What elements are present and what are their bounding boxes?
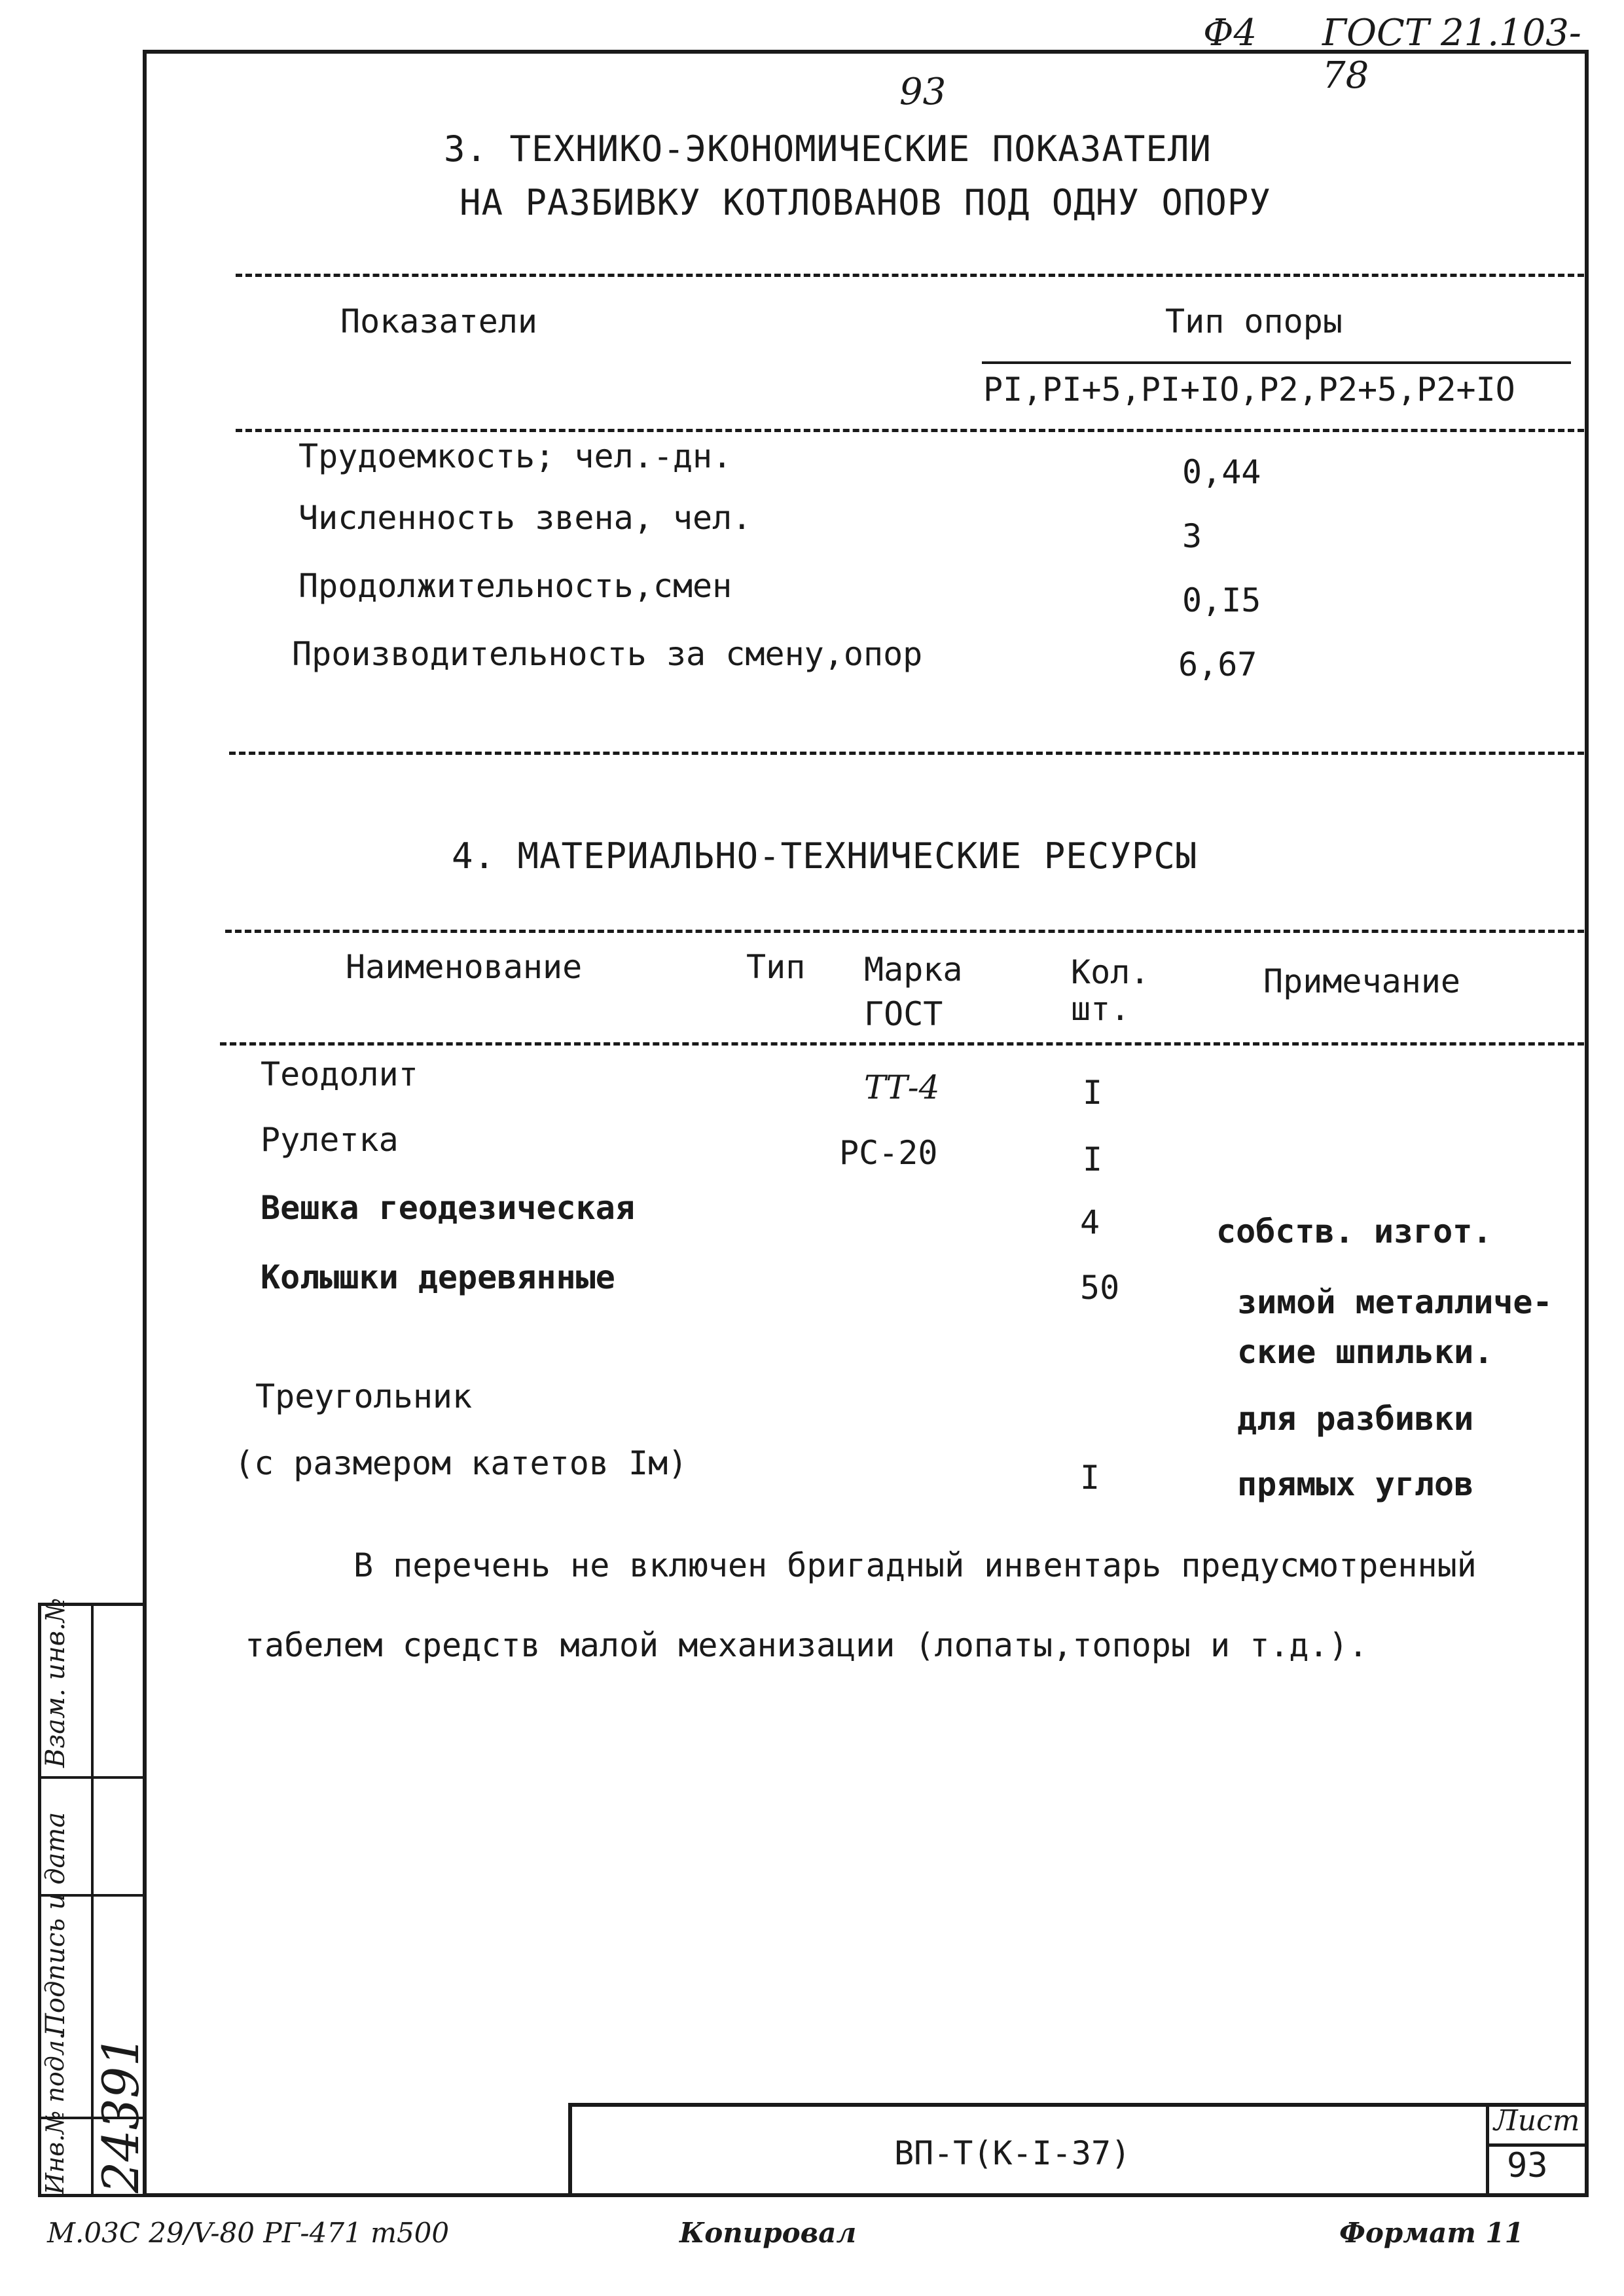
row3-4-value: 6,67	[1178, 646, 1257, 683]
row4-3-name: Вешка геодезическая	[261, 1189, 635, 1227]
row4-2-name: Рулетка	[261, 1121, 399, 1159]
col-support-type-header: Тип опоры	[1165, 302, 1343, 340]
row3-3-name: Продолжительность,смен	[298, 567, 732, 605]
sheet-label: Лист	[1494, 2104, 1580, 2138]
row4-5-note: ские шпильки.	[1237, 1333, 1494, 1371]
row4-6-name: Треугольник	[255, 1377, 473, 1415]
side-sign-date-label: Подпись и дата	[41, 1812, 71, 2036]
table4-top-rule	[225, 930, 1584, 933]
row4-3-qty: 4	[1080, 1203, 1100, 1241]
drawing-code: ВП-Т(К-I-37)	[894, 2134, 1131, 2172]
row3-2-value: 3	[1182, 517, 1202, 555]
sheet-number: 93	[1507, 2146, 1548, 2185]
row4-6-note: для разбивки	[1237, 1400, 1474, 1438]
row4-4-qty: 50	[1080, 1269, 1120, 1307]
title-block-divider	[1486, 2107, 1489, 2193]
row4-1-name: Теодолит	[261, 1055, 418, 1093]
side-inv-orig-label: Инв.№ подл.	[41, 2032, 69, 2195]
support-types: PI,PI+5,PI+IO,P2,P2+5,P2+IO	[983, 371, 1515, 409]
section3-title-line2: НА РАЗБИВКУ КОТЛОВАНОВ ПОД ОДНУ ОПОРУ	[460, 182, 1271, 223]
col-type-header: Тип	[746, 948, 806, 986]
row3-1-value: 0,44	[1182, 453, 1261, 491]
section3-title-line1: 3. ТЕХНИКО-ЭКОНОМИЧЕСКИЕ ПОКАЗАТЕЛИ	[444, 128, 1212, 170]
side-inv-number: 24391	[92, 2035, 150, 2193]
col-indicator-header: Показатели	[340, 302, 538, 340]
row4-7-qty: I	[1080, 1459, 1100, 1497]
row3-3-value: 0,I5	[1182, 581, 1261, 619]
row4-2-mark: РС-20	[839, 1134, 938, 1172]
col-qty-header-2: шт.	[1071, 990, 1130, 1028]
row4-3-note: собств. изгот.	[1216, 1212, 1492, 1250]
format-label: Формат 11	[1339, 2217, 1524, 2249]
row4-4-name: Колышки деревянные	[261, 1258, 615, 1296]
page-number: 93	[899, 71, 947, 113]
section4-title: 4. МАТЕРИАЛЬНО-ТЕХНИЧЕСКИЕ РЕСУРСЫ	[452, 835, 1198, 877]
row3-4-name: Производительность за смену,опор	[292, 635, 923, 673]
order-note: М.03С 29/V-80 РГ-471 т500	[47, 2217, 450, 2249]
row3-2-name: Численность звена, чел.	[298, 499, 752, 537]
footnote-line2: табелем средств малой механизации (лопаты,топоры и т.д.).	[245, 1626, 1368, 1664]
row4-7-note: прямых углов	[1237, 1465, 1474, 1503]
form-mark: Ф4	[1203, 12, 1257, 54]
copied-label: Копировал	[679, 2217, 857, 2249]
table4-header-rule	[220, 1042, 1584, 1046]
support-type-underline	[982, 361, 1571, 364]
side-replace-inv-label: Взам. инв.№	[41, 1597, 71, 1768]
col-mark-header-1: Марка	[864, 951, 963, 989]
table3-bottom-rule	[229, 752, 1584, 755]
side-stamp-divider-2	[41, 1776, 143, 1779]
col-qty-header-1: Кол.	[1071, 953, 1150, 991]
row4-1-mark: ТТ-4	[864, 1068, 940, 1106]
row4-2-qty: I	[1083, 1140, 1103, 1178]
table3-top-rule	[236, 274, 1584, 277]
col-name-header: Наименование	[346, 948, 583, 986]
row3-1-name: Трудоемкость; чел.-дн.	[298, 437, 732, 475]
row4-7-name: (с размером катетов Iм)	[234, 1444, 688, 1482]
table3-header-rule	[236, 429, 1584, 432]
row4-1-qty: I	[1083, 1074, 1103, 1112]
footnote-line1: В перечень не включен бригадный инвентарь предусмотренный	[353, 1546, 1477, 1584]
row4-4-note: зимой металличе-	[1237, 1283, 1553, 1321]
col-note-header: Примечание	[1263, 962, 1461, 1000]
standard-mark: ГОСТ 21.103-78	[1322, 12, 1581, 97]
col-mark-header-2: ГОСТ	[864, 995, 943, 1033]
